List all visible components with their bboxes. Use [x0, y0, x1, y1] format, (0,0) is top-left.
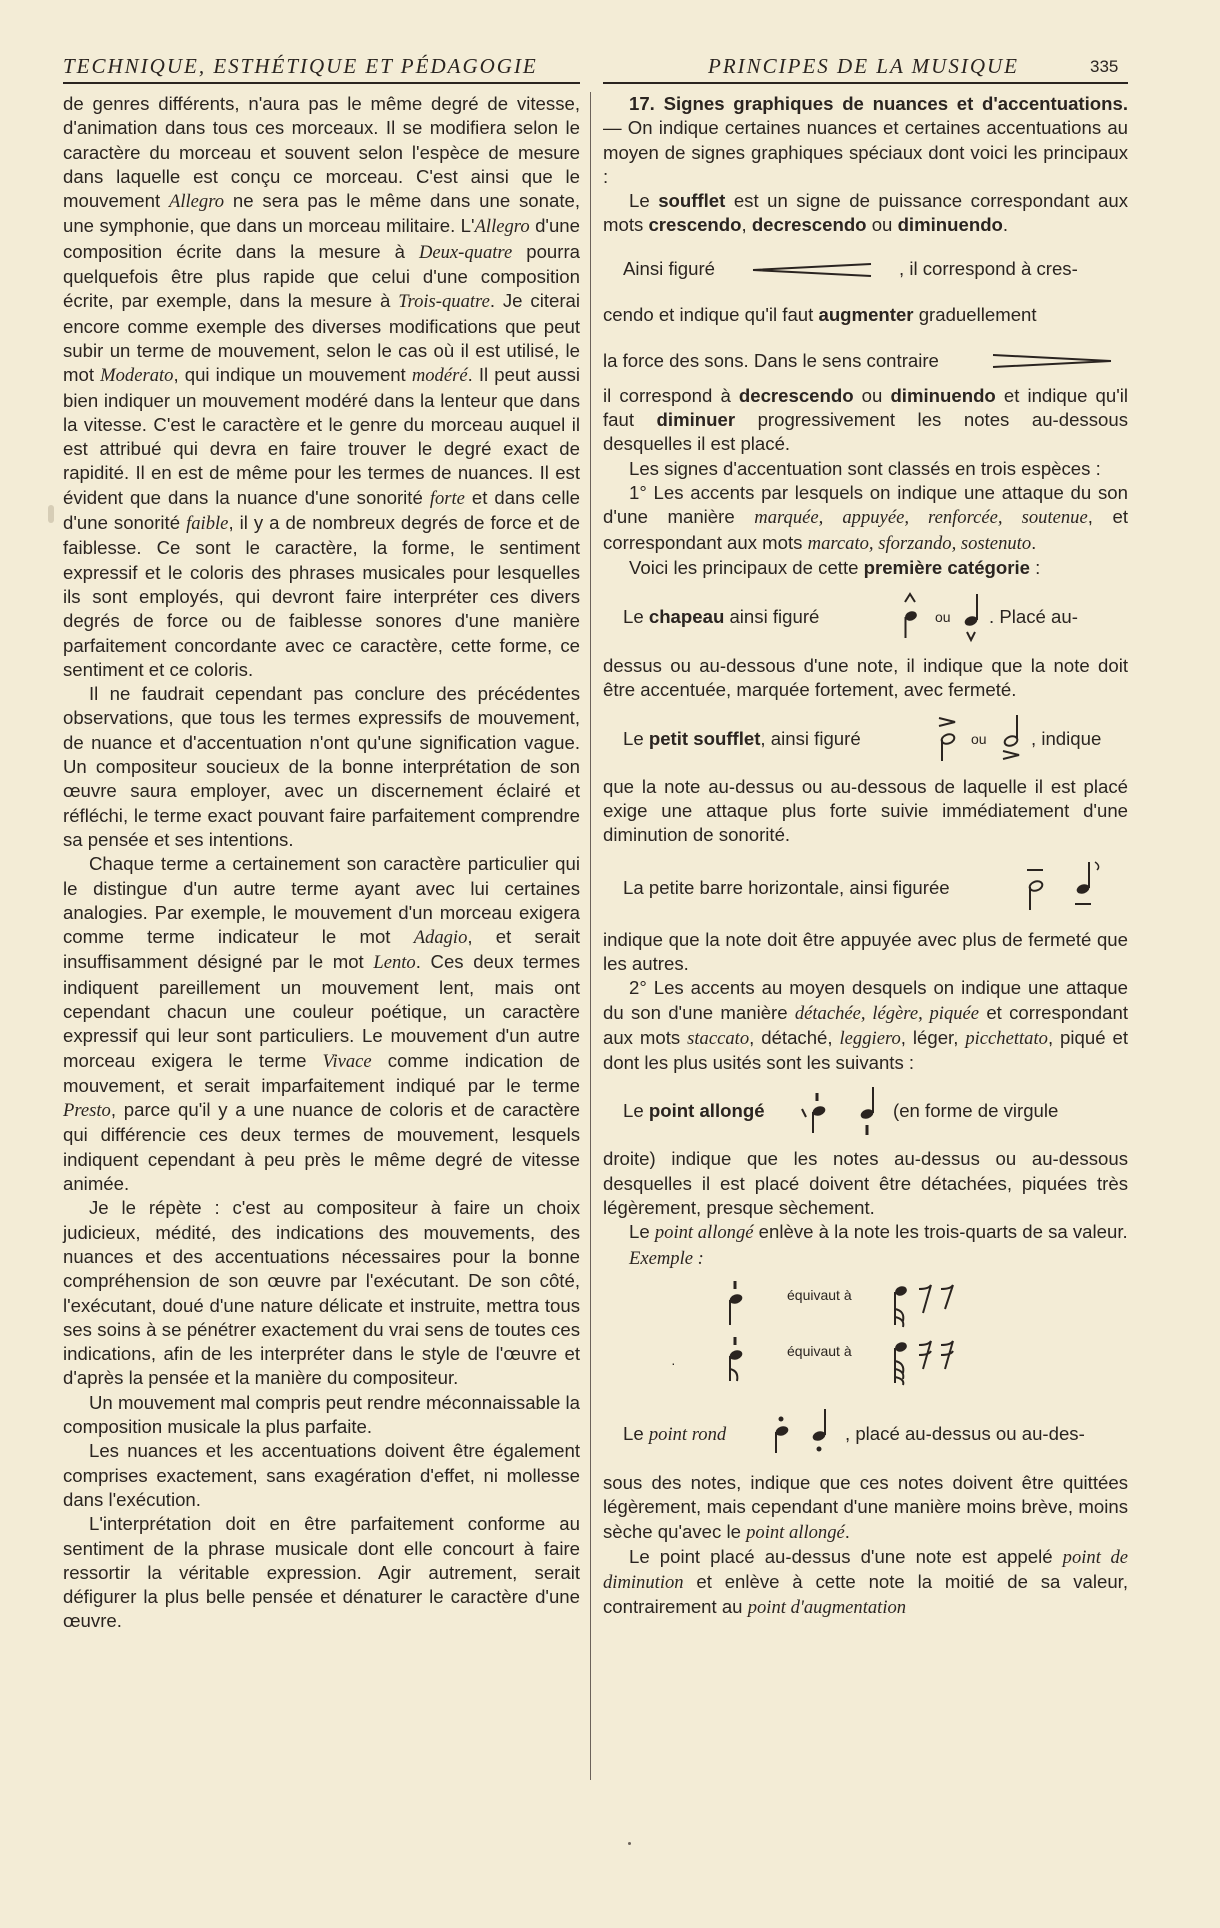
paragraph-second-accents: 2° Les accents au moyen desquels on indique une attaque du son d'une manière détachée, légère, piquée et correspondant aux mots staccato, détaché, leggiero, léger, picchettato, piqué et dont les plus usités sont les suivants : [603, 977, 1128, 1074]
petit-soufflet-above-note-icon [935, 715, 961, 765]
paragraph-point-allonge: droite) indique que les notes au-dessus ou au-dessous desquelles il est placé doivent être détachées, piquées très légèrement, presque sèchement. [603, 1148, 1128, 1219]
paragraph-term-character: Chaque terme a certainement son caractère particulier qui le distingue d'un autre terme ayant avec lui certaines analogies. Par exemple, le mouvement d'un morceau exigera comme terme indicateur le mot Adagio, et serait insuffisamment désigné par le mot Lento. Ces deux termes indiquent pareillement un mouvement lent, mais ont cependant chacun une couleur poétique, un caractère expressif qui leur sont particuliers. Le mouvement d'un autre morceau exigera le terme Vivace comme indication de mouvement, et serait imparfaitement indiqué par le terme Presto, parce qu'il y a une nuance de coloris et de caractère qui différencie ces deux termes de mouvement, lesquels indiquent cependant à peu près le même degré de vitesse animée. [63, 853, 580, 1195]
decrescendo-hairpin-icon [991, 353, 1113, 369]
crescendo-figure-row: Ainsi figuré , il correspond à cres- [623, 257, 1078, 279]
example-row-dotted: · équivaut à [603, 1333, 1128, 1389]
staccato-quarter-note-icon [723, 1277, 745, 1331]
section-17-intro: 17. Signes graphiques de nuances et d'accentuations. — On indique certaines nuances et certaines accentuations au moyen de signes graphiques spéciaux dont voici les principaux : [603, 93, 1128, 187]
paragraph-soufflet: Le soufflet est un signe de puissance correspondant aux mots crescendo, decrescendo ou diminuendo. [603, 190, 1128, 236]
page-number: 335 [1090, 57, 1119, 76]
running-head-right: PRINCIPES DE LA MUSIQUE [708, 54, 1019, 78]
column-divider [590, 92, 591, 1780]
paragraph-first-accents: 1° Les accents par lesquels on indique une attaque du son d'une manière marquée, appuyée, renforcée, soutenue, et correspondant aux mots marcato, sforzando, sostenuto. [603, 481, 1129, 554]
paragraph-expressive-terms: Il ne faudrait cependant pas conclure des précédentes observations, que tous les termes expressifs de mouvement, de nuance et d'accentuation n'ont qu'une signification vague. Un compositeur soucieux de la bonne interprétation de son œuvre saura employer, avec un discernement éclairé et réfléchi, le terme exact pouvant faire parfaitement comprendre sa pensée et ses intentions. [63, 683, 580, 850]
paragraph-accent-classes: Les signes d'accentuation sont classés en trois espèces : [629, 457, 1101, 479]
paper-speck [628, 1842, 631, 1845]
petit-soufflet-below-note-icon [999, 713, 1025, 765]
right-column [603, 92, 1128, 1621]
running-head-left: TECHNIQUE, ESTHÉTIQUE ET PÉDAGOGIE [63, 54, 538, 78]
paragraph-point-allonge-valeur: Le point allongé enlève à la note les trois-quarts de sa valeur. [629, 1221, 1128, 1244]
petit-soufflet-figure-row: Le petit soufflet, ainsi figuré ou , indique [603, 703, 1128, 775]
paragraph-nuances: Les nuances et les accentuations doivent être également comprises exactement, sans exagération d'effet, ni mollesse dans l'exécution. [63, 1440, 580, 1510]
paragraph-misunderstood-tempo: Un mouvement mal compris peut rendre méconnaissable la composition musicale la plus parfaite. [63, 1391, 580, 1438]
header-rule-left [63, 82, 580, 84]
header-rule-right [603, 82, 1128, 84]
paragraph-petit-soufflet: que la note au-dessus ou au-dessous de laquelle il est placé exige une attaque plus forte suivie immédiatement d'une diminution de sonorité. [603, 775, 1128, 846]
exemple-label: Exemple : [629, 1247, 704, 1269]
point-rond-below-note-icon [807, 1405, 833, 1461]
thirty-second-plus-rests-icon [889, 1333, 969, 1387]
paragraph-tempo-variation: de genres différents, n'aura pas le même degré de vitesse, d'animation dans tous ces morceaux. Il se modifiera selon le caractère du morceau et souvent selon l'espèce de mesure dans laquelle est conçu ce morceau. C'est ainsi que le mouvement Allegro ne sera pas le même dans une sonate, une symphonie, que dans un morceau militaire. L'Allegro d'une composition écrite dans la mesure à Deux-quatre pourra quelquefois être plus rapide que celui d'une composition écrite, par exemple, dans la mesure à Trois-quatre. Je citerai encore comme exemple des diverses modifications que peut subir un terme de mouvement, selon le cas où il est utilisé, le mot Moderato, qui indique un mouvement modéré. Il peut aussi bien indiquer un mouvement modéré dans la lenteur que dans la vitesse. C'est le caractère et le genre du morceau auquel il est attribué qui devra en faire trouver le degré exact de rapidité. Il en est de même pour les termes de nuances. Il est évident que dans la nuance d'une sonorité forte et dans celle d'une sonorité faible, il y a de nombreux degrés de force et de faiblesse. Ce sont le caractère, la forme, le sentiment expressif et le coloris des phrases musicales pour lesquelles ils sont employés, qui devront faire interpréter ces divers degrés de force ou de faiblesse sonores d'une manière parfaitement concordante avec ce caractère, cette forme, ce sentiment et ce coloris. [63, 93, 581, 680]
paragraph-interpretation: L'interprétation doit en être parfaitement conforme au sentiment de la phrase musicale dont elle concourt à faire ressortir la véritable expression. Agir autrement, serait défigurer la plus belle pensée et dénaturer le caractère d'une œuvre. [63, 1513, 580, 1632]
sixteenth-plus-rests-icon [889, 1277, 969, 1331]
point-allonge-above-note-icon [799, 1087, 829, 1137]
paragraph-petite-barre: indique que la note doit être appuyée avec plus de fermeté que les autres. [603, 928, 1128, 974]
paragraph-composer-choice: Je le répète : c'est au compositeur à faire un choix judicieux, médité, des indications des mouvements, des nuances et des accentuations nécessaires pour la bonne compréhension de son œuvre par l'exécutant. De son côté, l'exécutant, doué d'une nature délicate et instruite, mettra tous ses soins à se pénétrer exactement du vrai sens de toutes ces indications, afin de les interpréter dans le style de l'œuvre et d'après la pensée et la manière du compositeur. [63, 1197, 580, 1389]
crescendo-explanation-row: cendo et indique qu'il faut augmenter graduellement [603, 303, 1037, 325]
chapeau-below-note-icon [959, 590, 985, 644]
paper-stain [48, 505, 54, 523]
point-rond-figure-row: Le point rond , placé au-dessus ou au-des- [603, 1397, 1128, 1471]
section-17-title: 17. Signes graphiques de nuances et d'accentuations. [629, 93, 1128, 114]
paragraph-first-category: Voici les principaux de cette première catégorie : [629, 556, 1041, 578]
chapeau-figure-row: Le chapeau ainsi figuré ou . Placé au- [603, 580, 1128, 654]
paragraph-decrescendo: il correspond à decrescendo ou diminuendo et indique qu'il faut diminuer progressivement les notes au-dessous desquelles il est placé. [603, 384, 1129, 455]
left-column [63, 92, 580, 1634]
staccato-dotted-note-icon [723, 1333, 745, 1387]
decrescendo-figure-row: la force des sons. Dans le sens contraire [603, 338, 1128, 384]
point-allonge-below-note-icon [855, 1083, 881, 1141]
petite-barre-figure-row: La petite barre horizontale, ainsi figurée [603, 848, 1128, 928]
point-rond-above-note-icon [769, 1409, 791, 1459]
paragraph-point-rond: sous des notes, indique que ces notes doivent être quittées légèrement, mais cependant d'une manière moins brève, moins sèche qu'avec le point allongé. [603, 1471, 1128, 1543]
example-row-quarter: équivaut à [603, 1277, 1128, 1333]
tenuto-above-note-icon [1023, 862, 1047, 918]
tenuto-below-note-icon [1071, 858, 1103, 914]
crescendo-hairpin-icon [751, 262, 873, 278]
paragraph-point-diminution: Le point placé au-dessus d'une note est appelé point de diminution et enlève à cette note la moitié de sa valeur, contrairement au point d'augmentation [603, 1545, 1129, 1619]
chapeau-above-note-icon [899, 592, 925, 642]
point-allonge-figure-row: Le point allongé (en forme de virgule [603, 1075, 1128, 1147]
paragraph-chapeau: dessus ou au-dessous d'une note, il indique que la note doit être accentuée, marquée fortement, avec fermeté. [603, 655, 1128, 701]
